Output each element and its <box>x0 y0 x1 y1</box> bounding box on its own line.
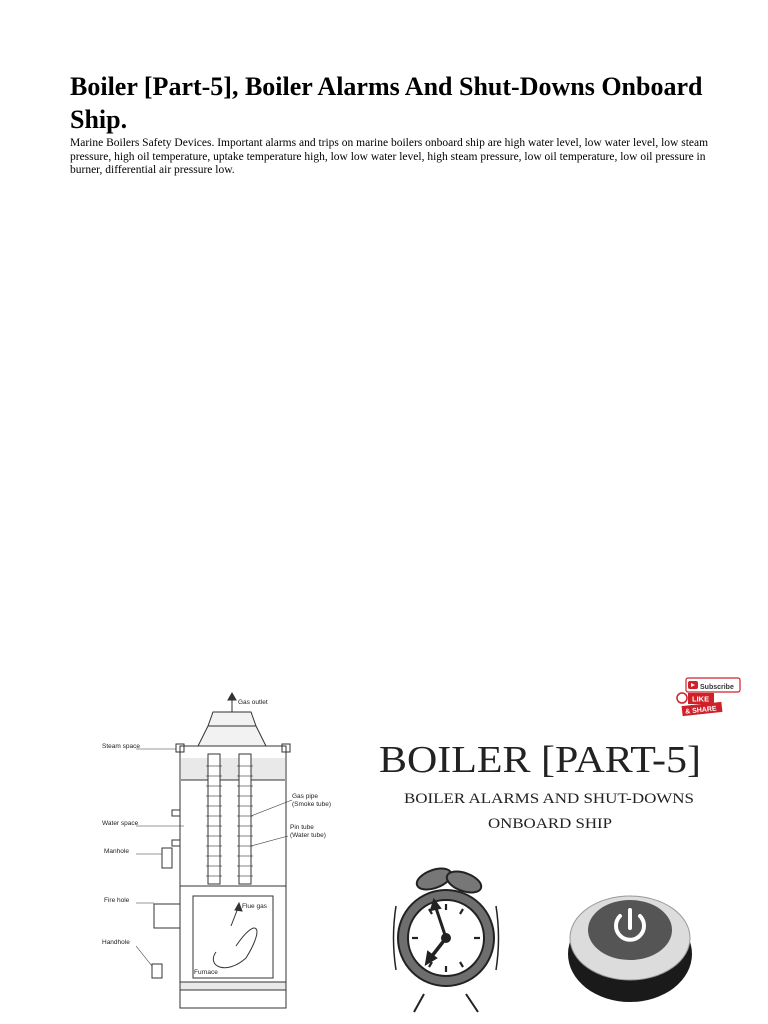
power-button-icon <box>568 896 692 1002</box>
label-pin-tube: Pin tube <box>290 824 314 831</box>
banner-heading: BOILER [PART-5] <box>379 739 701 781</box>
badge-share-text: & SHARE <box>684 705 717 716</box>
article-summary: Marine Boilers Safety Devices. Important alarms and trips on marine boilers onboard ship are high water level, low water level, low steam pressure, high oil temperature, uptake temperature high, low low water level, high steam pressure, low oil temperature, low oil pressure in burner, differential air pressure low. <box>70 137 709 176</box>
label-water-tube: (Water tube) <box>290 832 326 839</box>
label-gas-pipe: Gas pipe <box>292 793 319 800</box>
banner-subheading-line1: BOILER ALARMS AND SHUT-DOWNS <box>404 791 694 807</box>
boiler-diagram <box>136 693 292 1008</box>
article-title: Boiler [Part-5], Boiler Alarms And Shut-Downs Onboard Ship. <box>70 72 703 134</box>
label-water-space: Water space <box>102 820 139 827</box>
subscribe-like-share-badge <box>677 678 740 716</box>
banner-subheading-line2: ONBOARD SHIP <box>488 816 612 832</box>
label-fire-hole: Fire hole <box>104 897 130 904</box>
label-flue-gas: Flue gas <box>242 903 267 910</box>
badge-like-text: LIKE <box>692 694 710 704</box>
label-manhole: Manhole <box>104 848 129 855</box>
thumbnail-banner <box>96 676 746 1024</box>
label-furnace: Furnace <box>194 969 218 976</box>
alarm-clock-icon <box>394 864 499 1012</box>
label-handhole: Handhole <box>102 939 130 946</box>
label-steam-space: Steam space <box>102 743 140 750</box>
badge-subscribe-text: Subscribe <box>700 684 734 691</box>
label-gas-outlet: Gas outlet <box>238 699 268 706</box>
label-smoke-tube: (Smoke tube) <box>292 801 332 808</box>
